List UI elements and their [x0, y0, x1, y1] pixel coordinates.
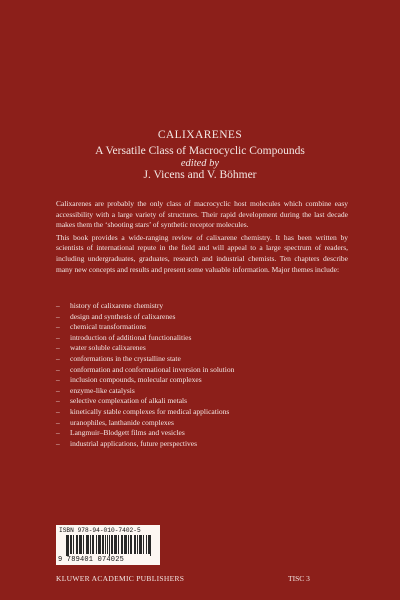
- barcode-bar: [146, 535, 147, 554]
- barcode-bar: [67, 535, 68, 556]
- barcode-bar: [80, 535, 81, 554]
- theme-bullet: –: [56, 428, 60, 438]
- barcode-bar: [99, 535, 100, 554]
- barcode-bar: [126, 535, 127, 554]
- barcode-bar: [143, 535, 144, 554]
- theme-item: [56, 375, 348, 386]
- barcode-bar: [70, 535, 71, 554]
- description-block: [56, 199, 348, 275]
- barcode-bar: [121, 535, 122, 554]
- barcode-bar: [140, 535, 141, 554]
- barcode-bars: [66, 535, 152, 556]
- barcode-bar: [98, 535, 99, 554]
- theme-text: introduction of additional functionalities: [70, 332, 192, 342]
- theme-bullet: –: [56, 332, 60, 342]
- barcode-bar: [118, 535, 119, 554]
- description-paragraph-1: Calixarenes are probably the only class of macrocyclic host molecules which combine easy accessibility with a large variety of structures. Their rapid development during the last decade makes them the ‘shooting stars’ of synthetic receptor molecules.: [56, 199, 348, 230]
- barcode-bar: [149, 535, 150, 554]
- theme-item: [56, 354, 348, 365]
- title-block: [0, 129, 400, 181]
- barcode-bar: [124, 535, 125, 554]
- barcode-bar: [105, 535, 106, 554]
- theme-bullet: –: [56, 396, 60, 406]
- theme-text: Langmuir–Blodgett films and vesicles: [70, 428, 185, 438]
- barcode-bar: [102, 535, 103, 554]
- barcode-bar: [139, 535, 140, 554]
- barcode-bar: [92, 535, 93, 554]
- theme-bullet: –: [56, 322, 60, 332]
- theme-text: selective complexation of alkali metals: [70, 396, 188, 406]
- barcode-bar: [66, 535, 67, 556]
- barcode-bar: [76, 535, 77, 554]
- barcode-bar: [96, 535, 97, 554]
- theme-item: [56, 439, 348, 450]
- description-paragraph-2: This book provides a wide-ranging review of calixarene chemistry. It has been written by scientists of international repute in the field and will appeal to a large spectrum of readers, including undergraduates, graduates, research and industrial chemists. Ten chapters describe many new concepts and results and present some valuable information. Major themes include:: [56, 232, 348, 274]
- theme-item: [56, 333, 348, 344]
- barcode-bar: [130, 535, 131, 554]
- theme-bullet: –: [56, 438, 60, 448]
- theme-bullet: –: [56, 301, 60, 310]
- barcode-bar: [77, 535, 78, 554]
- theme-bullet: –: [56, 375, 60, 385]
- barcode-bar: [114, 535, 115, 554]
- theme-bullet: –: [56, 343, 60, 353]
- barcode-bar: [93, 535, 94, 554]
- barcode-bar: [134, 535, 135, 554]
- barcode-bar: [116, 535, 117, 554]
- theme-text: chemical transformations: [70, 322, 147, 332]
- barcode-bar: [128, 535, 129, 554]
- barcode-bar: [68, 535, 69, 556]
- book-editors: J. Vicens and V. Böhmer: [143, 169, 257, 181]
- theme-item: [56, 365, 348, 376]
- barcode-bar: [131, 535, 132, 554]
- barcode-bar: [88, 535, 89, 554]
- barcode-bar: [109, 535, 110, 556]
- barcode-bar: [87, 535, 88, 554]
- theme-item: [56, 322, 348, 333]
- theme-text: enzyme-like catalysis: [70, 385, 135, 395]
- ean-digits: 9 789401 074025: [58, 556, 125, 564]
- barcode-bar: [90, 535, 91, 554]
- theme-item: [56, 418, 348, 429]
- theme-text: history of calixarene chemistry: [70, 301, 164, 310]
- edited-by-label: edited by: [180, 158, 220, 169]
- barcode-bar: [111, 535, 112, 554]
- barcode-bar: [150, 535, 151, 556]
- book-subtitle: A Versatile Class of Macrocyclic Compounds: [95, 145, 305, 157]
- theme-bullet: –: [56, 385, 60, 395]
- barcode-bar: [135, 535, 136, 554]
- barcode-bar: [137, 535, 138, 554]
- barcode-bar: [125, 535, 126, 554]
- barcode-bar: [141, 535, 142, 554]
- theme-text: conformations in the crystalline state: [70, 353, 181, 363]
- theme-text: kinetically stable complexes for medical applications: [70, 406, 230, 416]
- barcode-bar: [79, 535, 80, 554]
- theme-item: [56, 343, 348, 354]
- theme-item: [56, 301, 348, 312]
- theme-text: design and synthesis of calixarenes: [70, 311, 176, 321]
- barcode-bar: [83, 535, 84, 554]
- barcode-bar: [122, 535, 123, 554]
- barcode-bar: [107, 535, 108, 554]
- barcode-bar: [112, 535, 113, 554]
- barcode-bar: [86, 535, 87, 554]
- barcode-bar: [148, 535, 149, 554]
- theme-text: inclusion compounds, molecular complexes: [70, 375, 202, 385]
- series-code: TISC 3: [288, 574, 310, 583]
- barcode-bar: [73, 535, 74, 554]
- barcode-bar: [81, 535, 82, 554]
- publisher-name: KLUWER ACADEMIC PUBLISHERS: [56, 574, 185, 583]
- themes-list: [56, 301, 348, 449]
- barcode-bar: [115, 535, 116, 554]
- theme-bullet: –: [56, 311, 60, 321]
- theme-bullet: –: [56, 364, 60, 374]
- book-series-title: CALIXARENES: [157, 129, 243, 141]
- theme-bullet: –: [56, 353, 60, 363]
- theme-bullet: –: [56, 406, 60, 416]
- theme-item: [56, 407, 348, 418]
- theme-item: [56, 396, 348, 407]
- theme-item: [56, 386, 348, 397]
- theme-bullet: –: [56, 417, 60, 427]
- theme-text: conformation and conformational inversion in solution: [70, 364, 235, 374]
- barcode-bar: [100, 535, 101, 554]
- barcode-bar: [71, 535, 72, 554]
- barcode-bar: [103, 535, 104, 554]
- theme-text: uranophiles, lanthanide complexes: [70, 417, 174, 427]
- isbn-label: ISBN 978-94-010-7402-5: [59, 527, 141, 534]
- theme-text: industrial applications, future perspectives: [70, 438, 198, 448]
- theme-item: [56, 428, 348, 439]
- theme-item: [56, 312, 348, 323]
- barcode-panel: [56, 525, 160, 565]
- theme-text: water soluble calixarenes: [70, 343, 146, 353]
